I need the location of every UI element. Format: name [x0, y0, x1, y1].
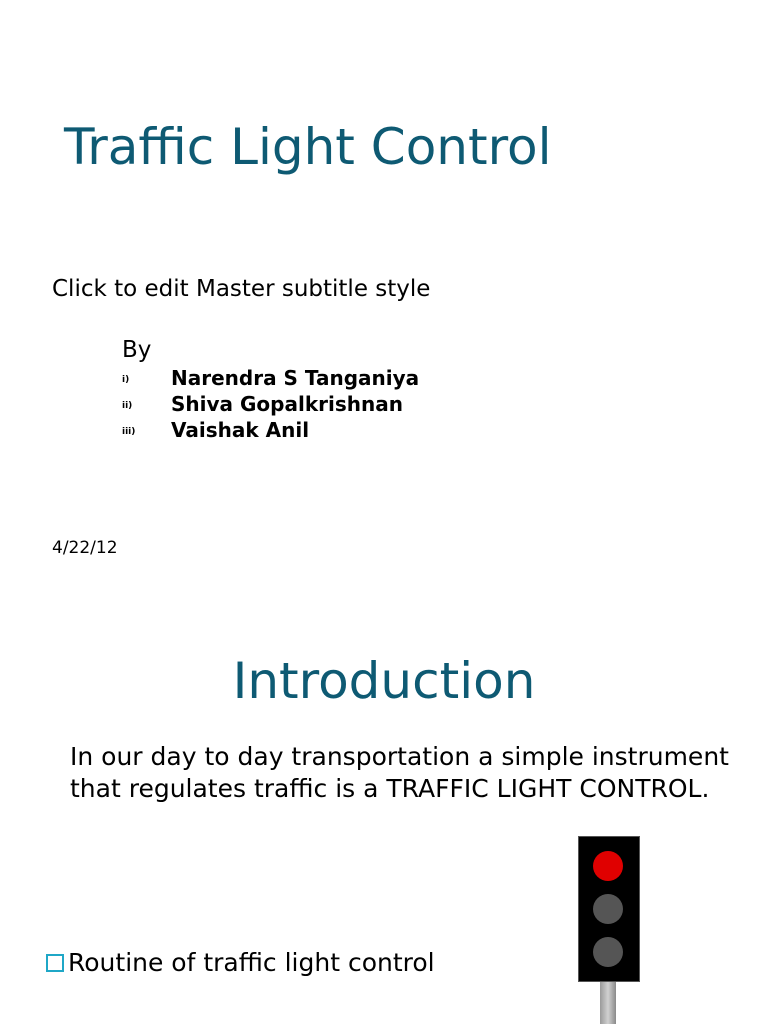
slide-title[interactable]: Traffic Light Control	[64, 118, 552, 176]
subtitle-placeholder[interactable]: Click to edit Master subtitle style	[52, 276, 431, 302]
author-number: iii)	[122, 427, 136, 437]
author-name: Shiva Gopalkrishnan	[171, 392, 403, 416]
introduction-slide	[0, 600, 768, 1024]
author-name: Vaishak Anil	[171, 418, 310, 442]
bullet-item[interactable]	[46, 948, 435, 977]
red-lamp	[593, 851, 623, 881]
traffic-light-image	[578, 836, 640, 1024]
author-name: Narendra S Tanganiya	[171, 366, 420, 390]
bottom-lamp-off	[593, 937, 623, 967]
intro-paragraph[interactable]: In our day to day transportation a simple instrument that regulates traffic is a TRAFFIC LIGHT CONTROL.	[70, 742, 729, 803]
traffic-light-housing	[578, 836, 640, 982]
author-number: ii)	[122, 401, 133, 411]
traffic-light-pole	[600, 982, 616, 1024]
square-bullet-icon	[46, 954, 64, 972]
author-number: i)	[122, 375, 130, 385]
middle-lamp-off	[593, 894, 623, 924]
slide-date: 4/22/12	[52, 538, 118, 558]
bullet-text: Routine of traffic light control	[68, 948, 435, 977]
by-label: By	[122, 337, 152, 363]
slide-title[interactable]: Introduction	[232, 652, 536, 710]
